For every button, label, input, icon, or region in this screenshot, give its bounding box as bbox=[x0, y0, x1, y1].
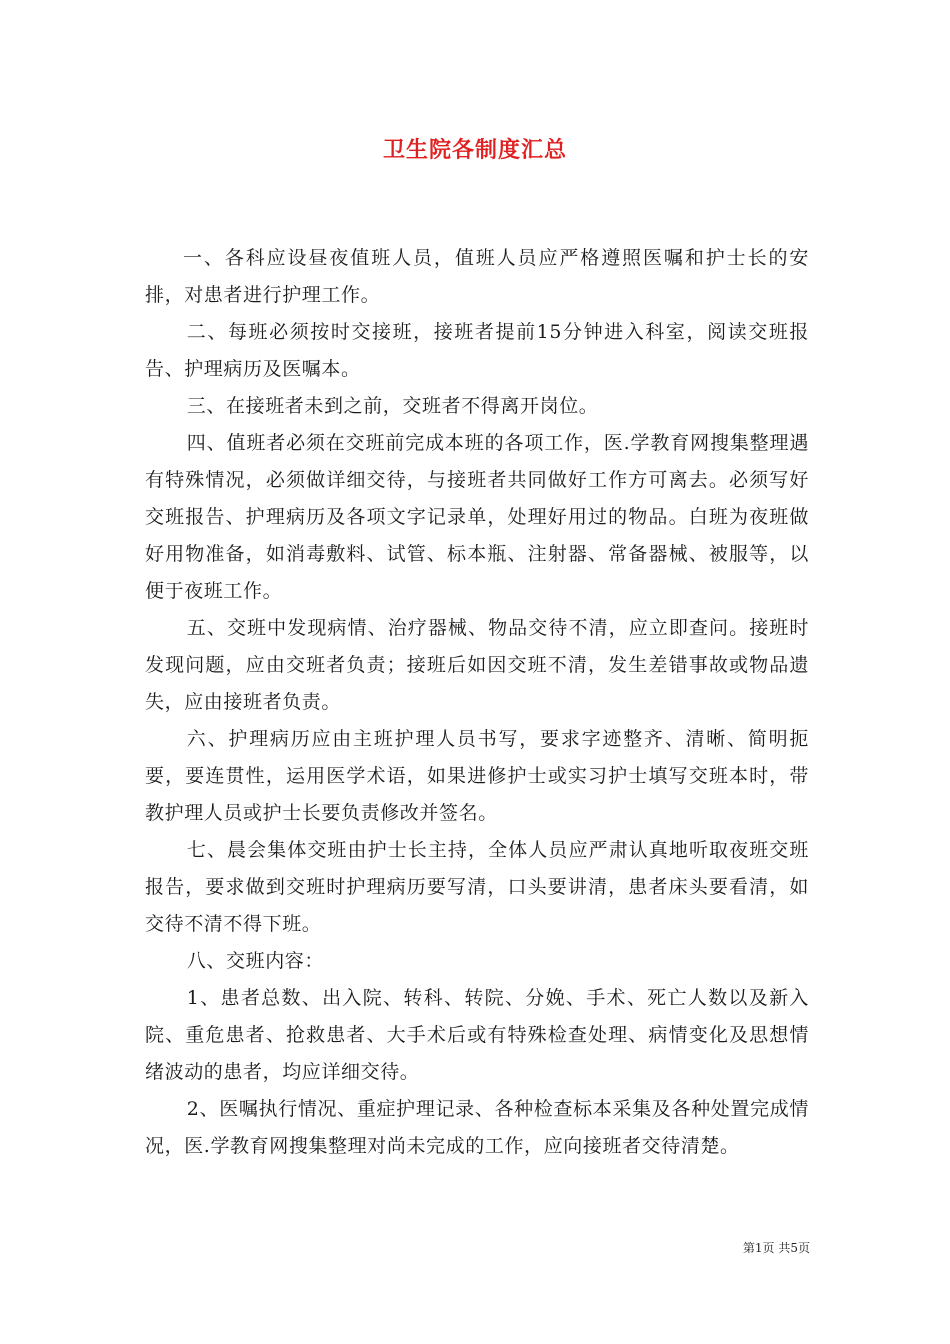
document-body bbox=[145, 240, 809, 1165]
paragraph-6: 六、护理病历应由主班护理人员书写，要求字迹整齐、清晰、简明扼要，要连贯性，运用医学术语，如果进修护士或实习护士填写交班本时，带教护理人员或护士长要负责修改并签名。 bbox=[145, 728, 809, 824]
paragraph-1: 一、各科应设昼夜值班人员，值班人员应严格遵照医嘱和护士长的安排，对患者进行护理工作。 bbox=[145, 247, 809, 306]
paragraph-3: 三、在接班者未到之前，交班者不得离开岗位。 bbox=[186, 395, 599, 417]
page-number: 第1页 共5页 bbox=[742, 1241, 810, 1255]
paragraph-4: 四、值班者必须在交班前完成本班的各项工作，医.学教育网搜集整理遇有特殊情况，必须做详细交待，与接班者共同做好工作方可离去。必须写好交班报告、护理病历及各项文字记录单，处理好用过的物品。白班为夜班做好用物准备，如消毒敷料、试管、标本瓶、注射器、常备器械、被服等，以便于夜班工作。 bbox=[145, 432, 809, 602]
paragraph-5: 五、交班中发现病情、治疗器械、物品交待不清，应立即查问。接班时发现问题，应由交班者负责；接班后如因交班不清，发生差错事故或物品遗失，应由接班者负责。 bbox=[145, 617, 809, 713]
document-title: 卫生院各制度汇总 bbox=[382, 137, 567, 163]
paragraph-7: 七、晨会集体交班由护士长主持，全体人员应严肃认真地听取夜班交班报告，要求做到交班时护理病历要写清，口头要讲清，患者床头要看清，如交待不清不得下班。 bbox=[145, 839, 809, 935]
paragraph-10: 2、医嘱执行情况、重症护理记录、各种检查标本采集及各种处置完成情况，医.学教育网搜集整理对尚未完成的工作，应向接班者交待清楚。 bbox=[145, 1098, 809, 1157]
paragraph-8: 八、交班内容： bbox=[186, 950, 324, 972]
paragraph-9: 1、患者总数、出入院、转科、转院、分娩、手术、死亡人数以及新入院、重危患者、抢救患者、大手术后或有特殊检查处理、病情变化及思想情绪波动的患者，均应详细交待。 bbox=[145, 987, 809, 1083]
paragraph-2: 二、每班必须按时交接班，接班者提前15分钟进入科室，阅读交班报告、护理病历及医嘱本。 bbox=[145, 321, 809, 380]
